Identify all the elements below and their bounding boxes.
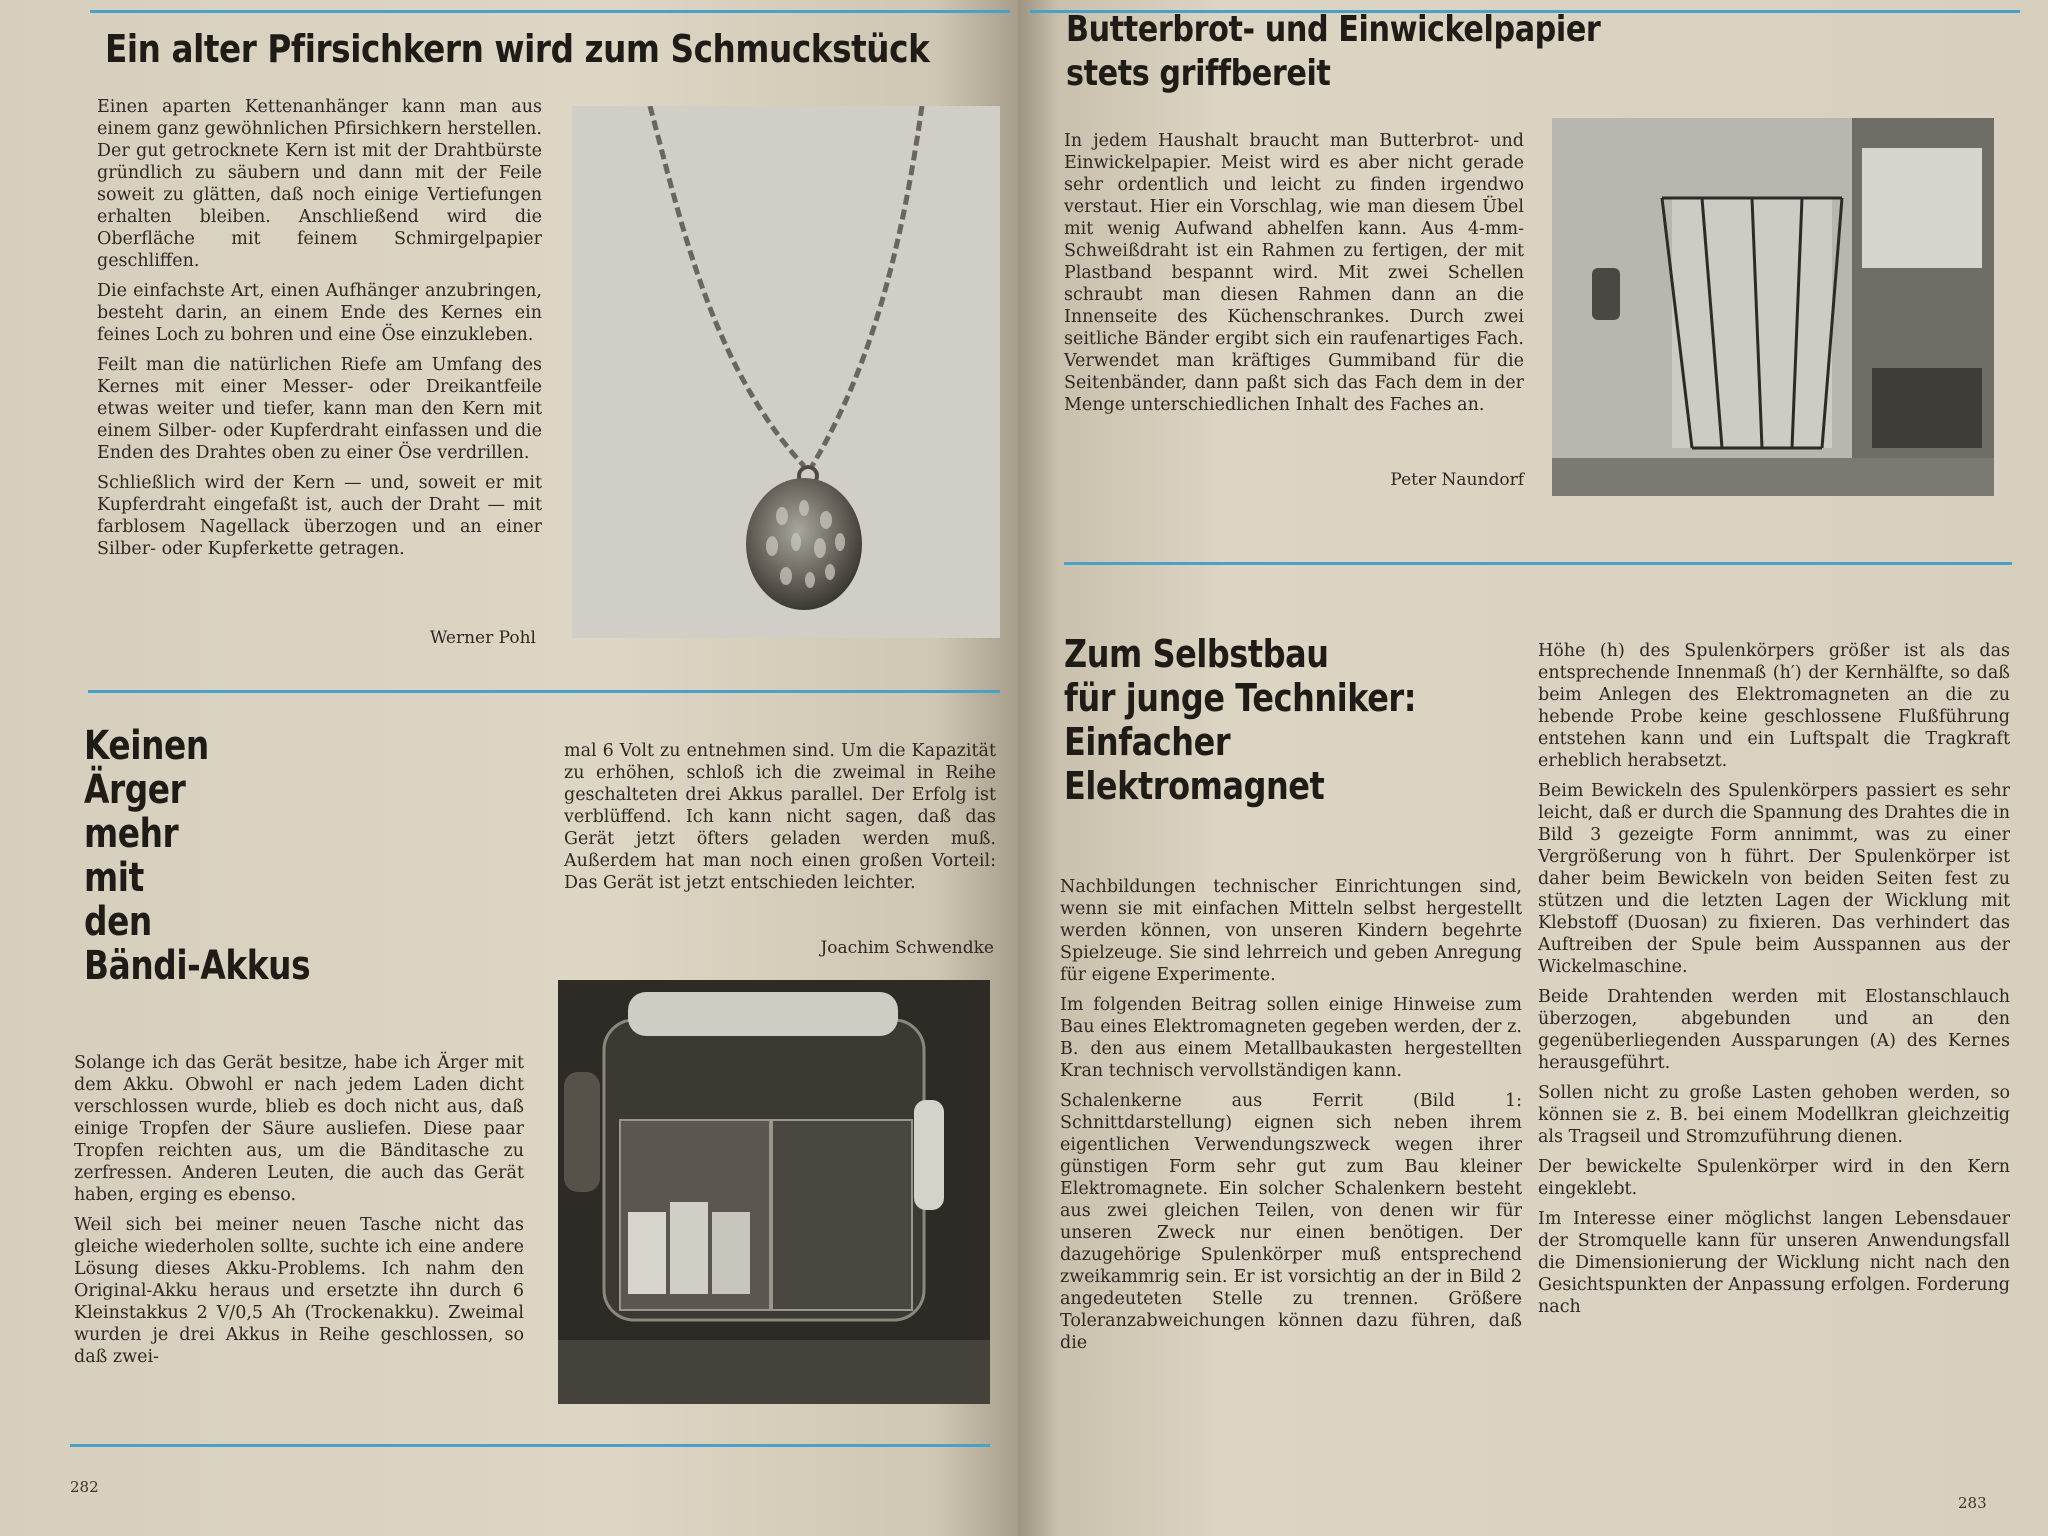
left-page	[0, 0, 1018, 1536]
article4-paragraph: Höhe (h) des Spulenkörpers größer ist als das entsprechende Innenmaß (h′) der Kernhälfte, so daß beim Anlegen des Elektromagneten an die zu hebende Probe keine geschlossene Flußführung entstehen kann und ein Luftspalt die Tragkraft erheblich herabsetzt.	[1538, 641, 2010, 771]
article2-paragraph: Solange ich das Gerät besitze, habe ich Ärger mit dem Akku. Obwohl er nach jedem Laden dicht verschlossen wurde, blieb es doch nicht aus, daß einige Tropfen der Säure ausliefen. Diese paar Tropfen reichten aus, um die Bänditasche zu zerfressen. Anderen Leuten, die auch das Gerät haben, erging es ebenso.	[74, 1053, 524, 1205]
article4-paragraph: Im Interesse einer möglichst langen Lebensdauer der Stromquelle kann für unseren Anwendungsfall die Dimensionierung der Wicklung nicht nach den Gesichtspunkten der Anpassung erfolgen. Forderung nach	[1538, 1209, 2010, 1317]
article1-paragraph: Feilt man die natürlichen Riefe am Umfang des Kernes mit einer Messer- oder Dreikantfeile etwas weiter und tiefer, kann man den Kern mit einem Silber- oder Kupferdraht einfassen und die Enden des Drahtes oben zu einer Öse verdrillen.	[97, 355, 542, 463]
article4-paragraph: Der bewickelte Spulenkörper wird in den Kern eingeklebt.	[1538, 1157, 2010, 1199]
battery-box-photo	[558, 980, 990, 1404]
article2-title	[84, 724, 310, 988]
article2-title-line: mit	[84, 855, 144, 901]
article4-column-2	[1538, 640, 2010, 1326]
article1-body	[97, 96, 542, 568]
article2-title-line: den	[84, 899, 152, 945]
article2-paragraph: Weil sich bei meiner neuen Tasche nicht das gleiche wiederholen sollte, suchte ich eine andere Lösung dieses Akku-Problems. Ich nahm den Original-Akku heraus und ersetzte ihn durch 6 Kleinstakkus 2 V/0,5 Ah (Trockenakku). Zweimal wurden je drei Akkus in Reihe geschlossen, so daß zwei-	[74, 1215, 524, 1367]
article4-paragraph: Sollen nicht zu große Lasten gehoben werden, so können sie z. B. bei einem Modellkran gleichzeitig als Tragseil und Stromzuführung dienen.	[1538, 1083, 2010, 1147]
right-page	[1018, 0, 2048, 1536]
necklace-photo	[572, 106, 1000, 638]
article2-title-line: mehr	[84, 811, 179, 857]
article4-title-line: Einfacher	[1064, 720, 1231, 764]
article2-title-line: Keinen	[84, 723, 209, 769]
article3-body: In jedem Haushalt braucht man Butterbrot- und Einwickelpapier. Meist wird es aber nicht gerade sehr ordentlich und leicht zu finden irgendwo verstaut. Hier ein Vorschlag, wie man diesem Übel mit wenig Aufwand abhelfen kann. Aus 4-mm-Schweißdraht ist ein Rahmen zu fertigen, der mit Plastband bespannt wird. Mit zwei Schellen schraubt man diesen Rahmen dann an die Innenseite des Küchenschrankes. Durch zwei seitliche Bänder ergibt sich ein raufenartiges Fach. Verwendet man kräftiges Gummiband für die Seitenbänder, dann paßt sich das Fach dem in der Menge unterschiedlichen Inhalt des Faches an.	[1064, 131, 1524, 415]
article2-body	[74, 1052, 524, 1376]
article1-author: Werner Pohl	[429, 628, 536, 648]
article3-title	[1066, 8, 1600, 96]
mid-rule-right	[1064, 562, 2012, 565]
top-rule-left	[90, 10, 1010, 13]
article4-title-line: Elektromagnet	[1064, 764, 1325, 808]
article4-title-line: für junge Techniker:	[1064, 676, 1417, 720]
bottom-rule-left	[70, 1444, 990, 1447]
mid-rule-left	[88, 690, 1000, 693]
page-number-right: 283	[1958, 1494, 1987, 1512]
paper-rack-photo	[1552, 118, 1994, 496]
article2-author: Joachim Schwendke	[820, 938, 994, 958]
article1-title: Ein alter Pfirsichkern wird zum Schmuckstück	[105, 27, 930, 71]
article4-title	[1064, 632, 1416, 808]
article1-paragraph: Einen aparten Kettenanhänger kann man aus einem ganz gewöhnlichen Pfirsichkern herstellen. Der gut getrocknete Kern ist mit der Drahtbürste gründlich zu säubern und dann mit der Feile soweit zu glätten, daß noch einige Vertiefungen erhalten bleiben. Anschließend wird die Oberfläche mit feinem Schmirgelpapier geschliffen.	[97, 97, 542, 271]
article3-author: Peter Naundorf	[1390, 470, 1524, 490]
article1-paragraph: Die einfachste Art, einen Aufhänger anzubringen, besteht darin, an einem Ende des Kernes ein feines Loch zu bohren und eine Öse einzukleben.	[97, 281, 542, 345]
article3-title-line: Butterbrot- und Einwickelpapier	[1066, 9, 1601, 50]
article2-title-line: Bändi-Akkus	[84, 943, 311, 989]
article4-paragraph: Schalenkerne aus Ferrit (Bild 1: Schnittdarstellung) eignen sich neben ihrem eigentlichen Verwendungszweck wegen ihrer günstigen Form sehr gut zum Bau kleiner Elektromagnete. Ein solcher Schalenkern besteht aus zwei gleichen Teilen, von denen wir für unseren Zweck nur einen benötigen. Der dazugehörige Spulenkörper muß entsprechend zweikammrig sein. Er ist vorsichtig an der in Bild 2 angedeuteten Stelle zu trennen. Größere Toleranzabweichungen können dazu führen, daß die	[1060, 1091, 1522, 1353]
article4-paragraph: Im folgenden Beitrag sollen einige Hinweise zum Bau eines Elektromagneten gegeben werden, der z. B. den aus einem Metallbaukasten hergestellten Kran technisch vervollständigen kann.	[1060, 995, 1522, 1081]
article2-title-line: Ärger	[84, 767, 186, 813]
article4-paragraph: Beim Bewickeln des Spulenkörpers passiert es sehr leicht, daß er durch die Spannung des Drahtes die in Bild 3 gezeigte Form annimmt, was zu einer Vergrößerung von h führt. Der Spulenkörper ist daher beim Bewickeln von beiden Seiten fest zu stützen und die letzten Lagen der Wicklung mit Klebstoff (Duosan) zu fixieren. Das verhindert das Auftreiben der Spule beim Ausspannen aus der Wickelmaschine.	[1538, 781, 2010, 977]
article4-paragraph: Beide Drahtenden werden mit Elostanschlauch überzogen, abgebunden und an den gegenüberliegenden Aussparungen (A) des Kernes herausgeführt.	[1538, 987, 2010, 1073]
article3-title-line: stets griffbereit	[1066, 53, 1331, 94]
article4-title-line: Zum Selbstbau	[1064, 632, 1329, 676]
article4-paragraph: Nachbildungen technischer Einrichtungen sind, wenn sie mit einfachen Mitteln selbst hergestellt werden können, von unseren Kindern begehrte Spielzeuge. Sie sind lehrreich und geben Anregung für eigene Experimente.	[1060, 877, 1522, 985]
page-number-left: 282	[70, 1478, 99, 1496]
article2-continuation: mal 6 Volt zu entnehmen sind. Um die Kapazität zu erhöhen, schloß ich die zweimal in Reihe geschalteten drei Akkus parallel. Der Erfolg ist verblüffend. Ich kann nicht sagen, daß das Gerät jetzt öfters geladen werden muß. Außerdem hat man noch einen großen Vorteil: Das Gerät ist jetzt entschieden leichter.	[564, 741, 996, 893]
article4-column-1	[1060, 876, 1522, 1362]
article1-paragraph: Schließlich wird der Kern — und, soweit er mit Kupferdraht eingefaßt ist, auch der Draht — mit farblosem Nagellack überzogen und an einer Silber- oder Kupferkette getragen.	[97, 473, 542, 559]
